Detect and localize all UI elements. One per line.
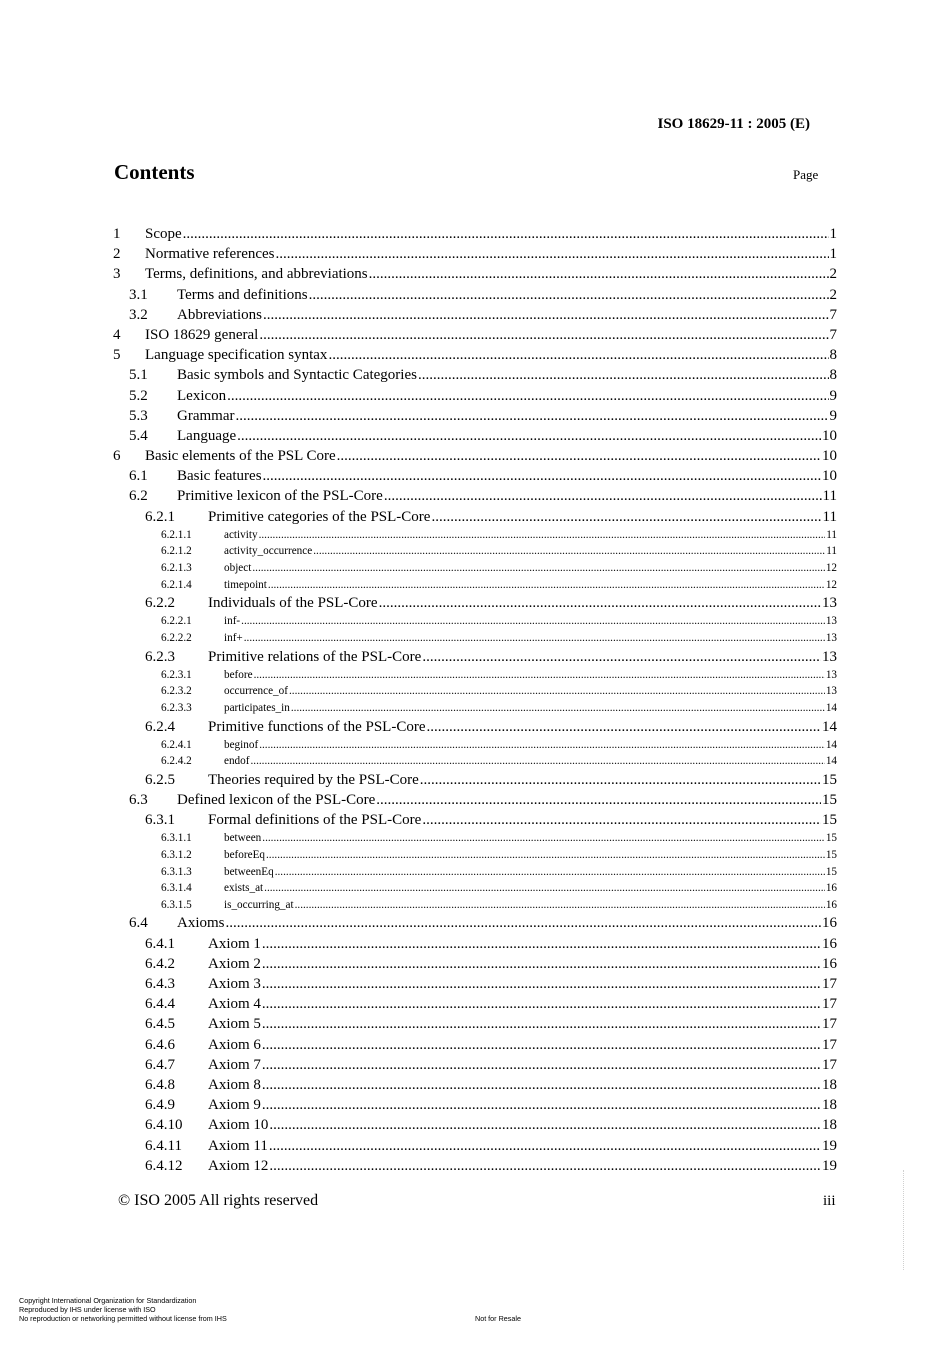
table-of-contents [113,226,837,1178]
toc-entry-number: 6.3.1 [145,812,175,829]
toc-entry-number: 6.2.2.1 [161,615,192,628]
toc-entry-page: 7 [829,306,837,323]
toc-entry[interactable] [113,832,837,849]
dot-leader [259,529,826,541]
toc-entry[interactable] [113,792,837,812]
toc-entry-page: 18 [822,1117,837,1134]
toc-entry-title: betweenEq [224,865,274,878]
toc-entry-title: exists_at [224,882,264,895]
toc-entry-page: 13 [825,631,837,644]
dot-leader [254,669,825,681]
toc-entry-page: 1 [829,226,837,242]
toc-entry-title: Axiom 6 [208,1036,261,1053]
dot-leader [262,1097,821,1114]
toc-entry[interactable] [113,287,837,307]
dot-leader [291,702,825,714]
toc-entry-number: 6.2.4.2 [161,755,192,768]
toc-entry[interactable] [113,755,837,772]
toc-entry-title: Primitive functions of the PSL-Core [208,718,426,735]
toc-entry-page: 18 [822,1097,837,1114]
toc-entry-number: 6 [113,448,121,465]
toc-entry-page: 15 [825,865,837,878]
toc-entry-page: 11 [826,528,837,541]
toc-entry-title: Primitive categories of the PSL-Core [208,508,431,525]
toc-entry[interactable] [113,579,837,596]
toc-entry-number: 6.2.4.1 [161,738,192,751]
toc-entry-number: 6.2 [129,488,148,505]
toc-entry-number: 6.4.2 [145,955,175,972]
toc-entry-page: 16 [825,882,837,895]
toc-entry-page: 17 [822,1016,837,1033]
toc-entry-page: 13 [825,668,837,681]
toc-entry-title: Theories required by the PSL-Core [208,771,419,788]
copyright-notice: © ISO 2005 All rights reserved [118,1192,319,1209]
toc-entry[interactable] [113,448,837,468]
toc-entry[interactable] [113,428,837,448]
dot-leader [262,1037,821,1054]
dot-leader [235,408,828,425]
dot-leader [262,976,821,993]
dot-leader [262,996,821,1013]
toc-entry[interactable] [113,812,837,832]
toc-entry-number: 6.1 [129,468,148,485]
toc-entry-page: 11 [826,545,837,558]
toc-entry[interactable] [113,976,837,996]
toc-entry-number: 6.3.1.4 [161,882,192,895]
legal-line: Copyright International Organization for Standardization [19,1296,197,1305]
toc-entry[interactable] [113,327,837,347]
toc-entry[interactable] [113,367,837,387]
toc-entry-title: object [224,562,252,574]
toc-entry[interactable] [113,772,837,792]
toc-entry-title: Individuals of the PSL-Core [208,595,378,612]
dot-leader [264,882,825,894]
toc-entry[interactable] [113,562,837,579]
toc-entry-page: 16 [822,915,837,932]
margin-mark [903,1170,907,1270]
toc-entry-title: Scope [145,226,182,242]
toc-entry-number: 6.4.1 [145,935,175,952]
dot-leader [313,545,825,557]
toc-entry[interactable] [113,899,837,916]
toc-entry[interactable] [113,226,837,246]
toc-entry[interactable] [113,739,837,756]
toc-entry-page: 15 [822,812,837,829]
dot-leader [275,866,825,878]
toc-entry[interactable] [113,1037,837,1057]
dot-leader [269,1117,821,1134]
dot-leader [269,1138,821,1155]
toc-entry-page: 17 [822,996,837,1013]
toc-entry-number: 3.1 [129,286,148,303]
toc-entry-title: activity [224,528,258,541]
dot-leader [262,1077,821,1094]
toc-entry-number: 6.3.1.3 [161,865,192,878]
toc-entry-title: timepoint [224,578,267,591]
toc-entry-number: 2 [113,246,121,263]
toc-entry-page: 14 [825,755,837,768]
toc-entry-page: 8 [829,367,837,384]
toc-entry-title: Axioms [177,915,225,932]
dot-leader [418,367,829,384]
toc-entry-number: 6.2.1.1 [161,528,192,541]
toc-entry-page: 13 [822,648,837,665]
toc-entry-page: 19 [822,1137,837,1154]
toc-entry-number: 5.3 [129,407,148,424]
toc-entry-title: Lexicon [177,387,227,404]
toc-entry[interactable] [113,408,837,428]
dot-leader [269,1158,821,1175]
toc-entry-title: Normative references [145,246,275,263]
toc-entry-title: Primitive lexicon of the PSL-Core [177,488,383,505]
toc-entry-title: Axiom 2 [208,955,261,972]
toc-entry[interactable] [113,649,837,669]
toc-entry[interactable] [113,388,837,408]
toc-entry-title: endof [224,755,250,768]
toc-entry-title: Formal definitions of the PSL-Core [208,812,422,829]
toc-entry[interactable] [113,1057,837,1077]
dot-leader [237,428,821,445]
toc-entry-page: 1 [829,246,837,263]
toc-entry[interactable] [113,266,837,286]
toc-entry-page: 13 [825,615,837,628]
toc-entry-number: 6.2.3.1 [161,668,192,681]
dot-leader [259,327,828,344]
toc-entry[interactable] [113,882,837,899]
dot-leader [263,468,821,485]
toc-entry-title: Axiom 7 [208,1056,261,1073]
toc-entry[interactable] [113,702,837,719]
toc-entry-number: 6.2.5 [145,771,175,788]
toc-entry-title: Terms, definitions, and abbreviations [145,266,368,283]
toc-entry-page: 18 [822,1076,837,1093]
toc-entry-title: before [224,668,253,681]
toc-entry-title: Axiom 5 [208,1016,261,1033]
toc-entry-number: 3.2 [129,306,148,323]
toc-entry-page: 11 [822,488,837,505]
dot-leader [252,562,824,574]
toc-entry[interactable] [113,1077,837,1097]
toc-entry-number: 6.4.12 [145,1157,183,1174]
dot-leader [422,812,821,829]
dot-leader [431,509,821,526]
toc-entry-title: Axiom 4 [208,996,261,1013]
toc-entry-number: 6.3.1.2 [161,849,192,862]
toc-entry[interactable] [113,849,837,866]
toc-entry-number: 6.4.10 [145,1117,183,1134]
dot-leader [379,595,821,612]
dot-leader [426,719,821,736]
toc-entry-page: 19 [822,1157,837,1174]
toc-entry[interactable] [113,915,837,935]
dot-leader [337,448,821,465]
toc-entry[interactable] [113,669,837,686]
toc-entry[interactable] [113,307,837,327]
toc-entry[interactable] [113,936,837,956]
dot-leader [226,915,821,932]
dot-leader [369,266,829,283]
dot-leader [328,347,828,364]
toc-entry-number: 6.2.4 [145,718,175,735]
dot-leader [263,307,829,324]
dot-leader [262,936,821,953]
contents-title: Contents [114,160,195,184]
toc-entry-number: 5.2 [129,387,148,404]
toc-entry-title: Axiom 9 [208,1097,261,1114]
toc-entry[interactable] [113,685,837,702]
toc-entry[interactable] [113,347,837,367]
legal-line: No reproduction or networking permitted without license from IHS [19,1314,227,1323]
toc-entry-page: 9 [829,387,837,404]
toc-entry-title: Axiom 11 [208,1137,268,1154]
dot-leader [262,1057,821,1074]
toc-entry-number: 1 [113,226,121,242]
toc-entry-page: 16 [825,898,837,911]
dot-leader [262,956,821,973]
toc-entry-title: between [224,832,262,845]
toc-entry-title: beforeEq [224,849,265,862]
dot-leader [266,849,825,861]
toc-entry-number: 6.2.3 [145,648,175,665]
toc-entry-page: 10 [822,427,837,444]
toc-entry-number: 6.4.7 [145,1056,175,1073]
toc-entry-title: occurrence_of [224,685,288,698]
dot-leader [376,792,821,809]
toc-entry-page: 14 [822,718,837,735]
toc-entry-page: 13 [822,595,837,612]
toc-entry-number: 6.2.2.2 [161,631,192,644]
dot-leader [420,772,821,789]
toc-entry-title: Axiom 12 [208,1157,269,1174]
toc-entry-page: 17 [822,976,837,992]
toc-entry-number: 5.1 [129,367,148,384]
toc-entry[interactable] [113,1138,837,1158]
toc-entry[interactable] [113,529,837,546]
toc-entry-number: 6.2.1.2 [161,545,192,558]
toc-entry-number: 4 [113,326,121,343]
toc-entry-title: Language specification syntax [145,347,328,364]
toc-entry[interactable] [113,956,837,976]
toc-entry-title: Basic symbols and Syntactic Categories [177,367,417,384]
dot-leader [183,226,829,243]
toc-entry-number: 3 [113,266,121,283]
dot-leader [422,649,821,666]
toc-entry[interactable] [113,632,837,649]
toc-entry-title: Basic elements of the PSL Core [145,448,336,465]
toc-entry-number: 6.2.3.2 [161,685,192,698]
toc-entry-number: 5.4 [129,427,148,444]
toc-entry-page: 16 [822,935,837,952]
dot-leader [241,615,825,627]
toc-entry-title: is_occurring_at [224,898,294,911]
toc-entry-number: 6.4.9 [145,1097,175,1114]
toc-entry-number: 6.4 [129,915,148,932]
dot-leader [262,832,825,844]
toc-entry-number: 6.4.11 [145,1137,182,1154]
toc-entry-page: 14 [825,701,837,714]
toc-entry-title: ISO 18629 general [145,326,259,343]
toc-entry[interactable] [113,996,837,1016]
toc-entry-page: 9 [829,407,837,424]
toc-entry-number: 6.2.2 [145,595,175,612]
resale-notice: Not for Resale [475,1314,521,1323]
toc-entry-title: Grammar [177,407,235,424]
toc-entry-title: participates_in [224,701,290,714]
toc-entry-title: Basic features [177,468,262,485]
toc-entry-number: 6.3 [129,792,148,809]
dot-leader [259,739,825,751]
toc-entry-page: 16 [822,955,837,972]
toc-entry[interactable] [113,468,837,488]
toc-entry-page: 17 [822,1056,837,1073]
toc-entry-number: 6.2.3.3 [161,701,192,714]
toc-entry[interactable] [113,866,837,883]
toc-entry-page: 10 [822,448,837,465]
dot-leader [268,579,825,591]
toc-entry-title: Axiom 8 [208,1076,261,1093]
toc-entry-number: 6.4.5 [145,1016,175,1033]
dot-leader [250,755,824,767]
toc-entry[interactable] [113,545,837,562]
dot-leader [289,685,825,697]
document-id: ISO 18629-11 : 2005 (E) [657,116,810,132]
toc-entry-page: 15 [825,832,837,845]
toc-entry-number: 6.2.1.3 [161,562,192,574]
legal-line: Reproduced by IHS under license with ISO [19,1305,156,1314]
toc-entry-number: 6.4.4 [145,996,175,1013]
toc-entry-page: 12 [825,578,837,591]
toc-entry-title: Terms and definitions [177,286,308,303]
dot-leader [309,287,829,304]
legal-notice [19,1296,227,1323]
toc-entry-page: 10 [822,468,837,485]
toc-entry-page: 15 [825,849,837,862]
toc-entry-title: Primitive relations of the PSL-Core [208,648,422,665]
toc-entry[interactable] [113,615,837,632]
toc-entry-title: inf+ [224,631,243,644]
toc-entry[interactable] [113,509,837,529]
toc-entry-page: 2 [829,266,837,283]
toc-entry-page: 7 [829,326,837,343]
toc-entry-number: 6.2.1.4 [161,578,192,591]
toc-entry-number: 6.2.1 [145,508,175,525]
toc-entry-number: 6.3.1.1 [161,832,192,845]
dot-leader [244,632,825,644]
toc-entry-number: 6.3.1.5 [161,898,192,911]
toc-entry-title: Axiom 10 [208,1117,269,1134]
toc-entry[interactable] [113,246,837,266]
dot-leader [262,1016,821,1033]
toc-entry-title: Axiom 1 [208,935,261,952]
toc-entry[interactable] [113,595,837,615]
page-column-label: Page [793,167,819,182]
toc-entry-title: activity_occurrence [224,545,313,558]
toc-entry[interactable] [113,1158,837,1178]
toc-entry-page: 13 [825,685,837,698]
dot-leader [384,488,822,505]
toc-entry-page: 15 [822,792,837,809]
toc-entry[interactable] [113,1097,837,1117]
toc-entry-title: beginof [224,738,259,751]
toc-entry[interactable] [113,719,837,739]
toc-entry-title: Axiom 3 [208,976,261,992]
dot-leader [227,388,828,405]
toc-entry-page: 17 [822,1036,837,1053]
page-number: iii [823,1193,836,1209]
toc-entry-page: 14 [825,738,837,751]
toc-entry-page: 8 [829,347,837,364]
dot-leader [295,899,825,911]
toc-entry-page: 15 [822,771,837,788]
toc-entry-page: 2 [829,286,837,303]
toc-entry-page: 11 [822,508,837,525]
toc-entry-page: 12 [825,562,837,574]
toc-entry-number: 6.4.6 [145,1036,175,1053]
toc-entry[interactable] [113,488,837,508]
toc-entry-title: Abbreviations [177,306,262,323]
dot-leader [276,246,829,263]
toc-entry[interactable] [113,1117,837,1137]
toc-entry-number: 6.4.8 [145,1076,175,1093]
toc-entry-title: Defined lexicon of the PSL-Core [177,792,376,809]
toc-entry-title: Language [177,427,237,444]
toc-entry[interactable] [113,1016,837,1036]
toc-entry-number: 5 [113,347,121,364]
toc-entry-number: 6.4.3 [145,976,175,992]
toc-entry-title: inf- [224,615,241,628]
